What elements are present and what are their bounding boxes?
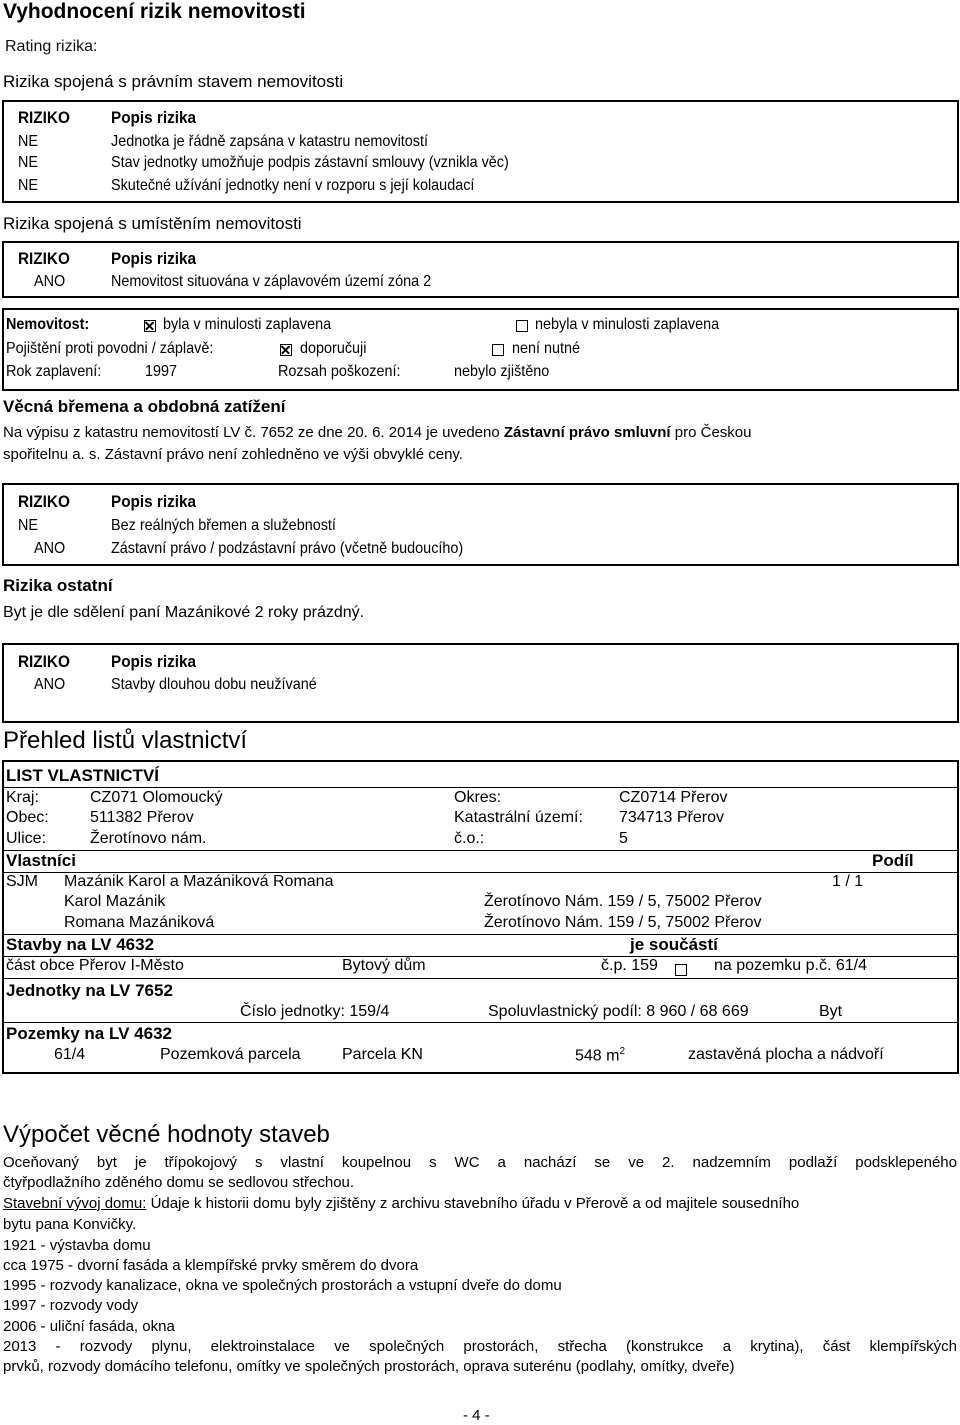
page-title: Vyhodnocení rizik nemovitosti: [3, 0, 306, 23]
risk-value: NE: [18, 177, 39, 194]
flood-year-label: Rok zaplavení:: [6, 363, 102, 380]
history-item: 1995 - rozvody kanalizace, okna ve společných prostorách a vstupní dveře do domu: [3, 1277, 562, 1294]
col-desc-header: Popis rizika: [111, 108, 197, 127]
location-risks-table: [2, 241, 959, 298]
risk-value: NE: [18, 517, 39, 534]
ownership-box: [2, 760, 959, 1074]
co-label: č.o.:: [454, 830, 485, 847]
buildings-label: Stavby na LV 4632: [6, 935, 155, 954]
risk-value: ANO: [34, 676, 66, 693]
owner-name: Romana Mazániková: [64, 914, 215, 931]
part-of-label: je součástí: [630, 935, 718, 954]
land-kind: Pozemková parcela: [160, 1046, 301, 1063]
insurance-label: Pojištění proti povodni / záplavě:: [6, 340, 214, 357]
owner-name: Karol Mazánik: [64, 893, 166, 910]
risk-value: ANO: [34, 540, 66, 557]
land-area: 548 $m^2$: [575, 1046, 626, 1065]
divider: [4, 850, 957, 851]
history-item: 1921 - výstavba domu: [3, 1237, 151, 1254]
damage-value: nebylo zjištěno: [454, 363, 550, 380]
checkbox-flooded[interactable]: [144, 318, 156, 336]
easements-text-line2: spořitelnu a. s. Zástavní právo není zohledněno ve výši obvyklé ceny.: [3, 446, 463, 463]
divider: [4, 787, 957, 788]
page-number: - 4 -: [463, 1407, 490, 1424]
risk-description: Stav jednotky umožňuje podpis zástavní smlouvy (vznikla věc): [111, 154, 509, 171]
easements-text: [3, 424, 957, 441]
history-item: 2013 - rozvody plynu, elektroinstalace ve společných prostorách, střecha (konstrukce a krytina), část klempířských: [3, 1338, 957, 1355]
land-number: 61/4: [54, 1046, 86, 1063]
opt-not-flooded-label: nebyla v minulosti zaplavena: [535, 316, 720, 333]
owner-address: Žerotínovo Nám. 159 / 5, 75002 Přerov: [484, 893, 762, 910]
easements-table: [2, 483, 959, 566]
kraj-label: Kraj:: [6, 789, 39, 806]
ulice-value: Žerotínovo nám.: [90, 830, 207, 847]
risk-value: NE: [18, 133, 39, 150]
unit-type: Byt: [819, 1003, 843, 1020]
other-risks-text: Byt je dle sdělení paní Mazánikové 2 roky prázdný.: [3, 604, 365, 621]
risk-description: Zástavní právo / podzástavní právo (včetně budoucího): [111, 540, 464, 557]
col-risk-header: RIZIKO: [18, 492, 70, 511]
owner-main: Mazánik Karol a Mazániková Romana: [64, 873, 334, 890]
easements-text-part1: Na výpisu z katastru nemovitostí LV č. 7652 ze dne 20. 6. 2014 je uvedeno: [3, 424, 500, 441]
obec-value: 511382 Přerov: [90, 809, 194, 826]
risk-description: Stavby dlouhou dobu neužívané: [111, 676, 317, 693]
valuation-para-line1: Oceňovaný byt je třípokojový s vlastní koupelnou s WC a nachází se ve 2. nadzemním podlaží podsklepeného: [3, 1154, 957, 1171]
col-desc-header: Popis rizika: [111, 249, 197, 268]
history-item: 2006 - uliční fasáda, okna: [3, 1318, 175, 1335]
damage-label: Rozsah poškození:: [278, 363, 401, 380]
units-label: Jednotky na LV 7652: [6, 981, 173, 1000]
other-risks-heading: Rizika ostatní: [3, 576, 113, 595]
risk-description: Skutečné užívání jednotky není v rozporu s její kolaudací: [111, 177, 475, 194]
divider: [4, 978, 957, 979]
valuation-para-line2: čtyřpodlažního zděného domu se sedlovou střechou.: [3, 1174, 355, 1191]
owners-label: Vlastníci: [6, 851, 76, 870]
col-risk-header: RIZIKO: [18, 249, 70, 268]
rating-label: Rating rizika:: [5, 38, 98, 55]
obec-label: Obec:: [6, 809, 49, 826]
location-risks-heading: Rizika spojená s umístěním nemovitosti: [3, 214, 302, 233]
development-text: Údaje k historii domu byly zjištěny z archivu stavebního úřadu v Přerově a od majitele sousedního: [150, 1195, 800, 1212]
easements-text-bold: Zástavní právo smluvní: [503, 424, 671, 441]
risk-description: Jednotka je řádně zapsána v katastru nemovitostí: [111, 133, 428, 150]
ku-value: 734713 Přerov: [619, 809, 724, 826]
ownership-box-title: LIST VLASTNICTVÍ: [6, 766, 159, 785]
co-value: 5: [619, 830, 628, 847]
valuation-heading: Výpočet věcné hodnoty staveb: [3, 1121, 330, 1148]
checkbox-not-needed[interactable]: [492, 342, 504, 360]
kraj-value: CZ071 Olomoucký: [90, 789, 223, 806]
sjm-label: SJM: [6, 873, 38, 890]
okres-value: CZ0714 Přerov: [619, 789, 728, 806]
building-part: část obce Přerov I-Město: [6, 957, 184, 974]
owner-share: 1 / 1: [832, 873, 864, 890]
legal-risks-heading: Rizika spojená s právním stavem nemovitosti: [3, 72, 344, 91]
checkbox-recommended[interactable]: [280, 342, 292, 360]
opt-not-needed-label: není nutné: [512, 340, 581, 357]
unit-number: Číslo jednotky: 159/4: [240, 1003, 390, 1020]
legal-risks-table: [2, 100, 959, 203]
col-desc-header: Popis rizika: [111, 492, 197, 511]
land-use: zastavěná plocha a nádvoří: [688, 1046, 884, 1063]
risk-value: NE: [18, 154, 39, 171]
land-type: Parcela KN: [342, 1046, 423, 1063]
col-risk-header: RIZIKO: [18, 108, 70, 127]
checkbox-not-flooded[interactable]: [516, 318, 528, 336]
development-line1: [3, 1195, 957, 1212]
risk-description: Bez reálných břemen a služebností: [111, 517, 336, 534]
building-parcel: na pozemku p.č. 61/4: [714, 957, 867, 974]
ku-label: Katastrální území:: [454, 809, 583, 826]
easements-text-part2: pro Českou: [674, 424, 752, 441]
opt-recommended-label: doporučuji: [300, 340, 367, 357]
col-desc-header: Popis rizika: [111, 652, 197, 671]
history-item: 1997 - rozvody vody: [3, 1297, 139, 1314]
development-label: Stavební vývoj domu:: [3, 1195, 147, 1212]
history-item: cca 1975 - dvorní fasáda a klempířské prvky směrem do dvora: [3, 1257, 419, 1274]
ownership-heading: Přehled listů vlastnictví: [3, 727, 248, 754]
building-cp: č.p. 159: [601, 957, 658, 974]
flood-year: 1997: [145, 363, 178, 380]
development-line2: bytu pana Konvičky.: [3, 1216, 137, 1233]
owner-address: Žerotínovo Nám. 159 / 5, 75002 Přerov: [484, 914, 762, 931]
risk-description: Nemovitost situována v záplavovém území zóna 2: [111, 273, 432, 290]
land-label: Pozemky na LV 4632: [6, 1024, 172, 1043]
col-risk-header: RIZIKO: [18, 652, 70, 671]
divider: [4, 1022, 957, 1023]
other-risks-table: [2, 643, 959, 723]
easements-heading: Věcná břemena a obdobná zatížení: [3, 397, 286, 416]
building-type: Bytový dům: [342, 957, 426, 974]
flood-info-box: [2, 308, 959, 391]
history-item-cont: prvků, rozvody domácího telefonu, omítky ve společných prostorách, oprava suterénu (podlahy, omítky, dveře): [3, 1358, 735, 1375]
risk-value: ANO: [34, 273, 66, 290]
opt-flooded-label: byla v minulosti zaplavena: [163, 316, 332, 333]
ulice-label: Ulice:: [6, 830, 47, 847]
property-label: Nemovitost:: [6, 316, 90, 333]
unit-share: Spoluvlastnický podíl: 8 960 / 68 669: [488, 1003, 749, 1020]
share-label: Podíl: [872, 851, 914, 870]
okres-label: Okres:: [454, 789, 502, 806]
